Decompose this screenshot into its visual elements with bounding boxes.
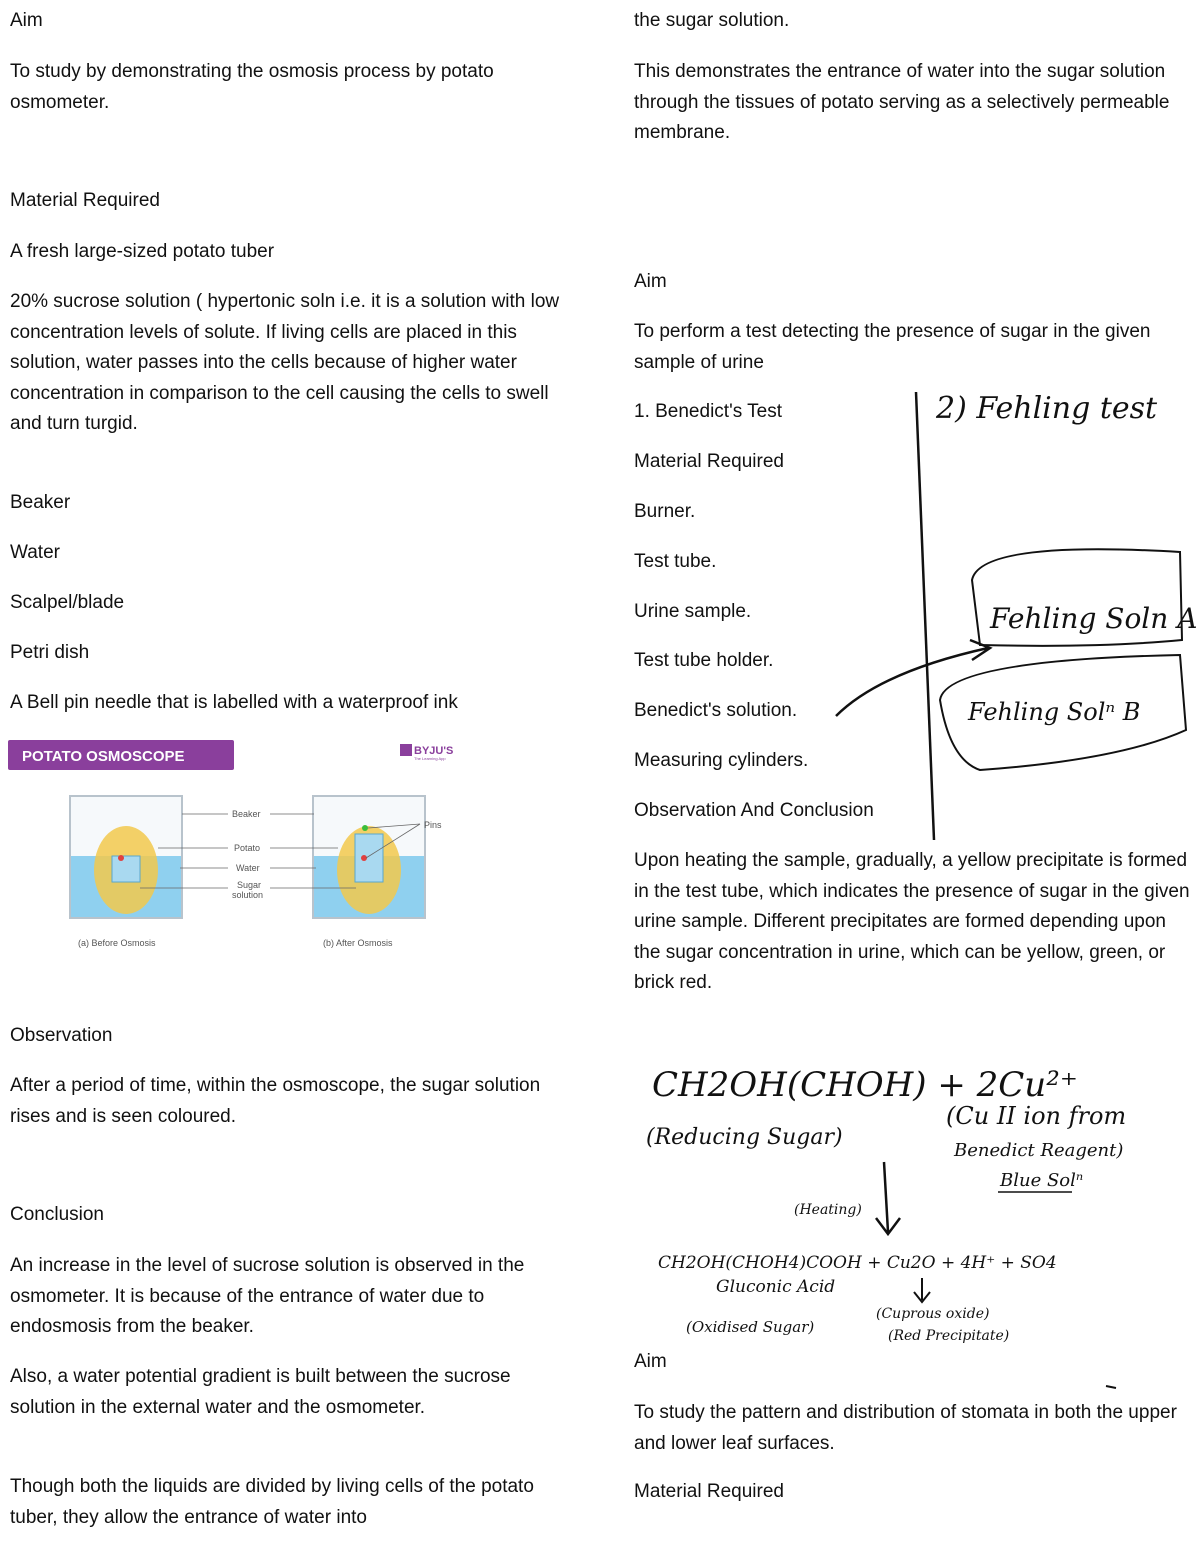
beaker-before [70,796,182,918]
material-item: A Bell pin needle that is labelled with a waterproof ink [10,692,458,713]
label-water: Water [236,863,260,873]
material-item: Beaker [10,492,71,513]
aim2-heading: Aim [634,271,667,292]
caption-before: (a) Before Osmosis [78,938,156,948]
material-item: Water [10,542,60,563]
hw-cu-ion: (Cu II ion from [946,1102,1127,1130]
aim-text: To study by demonstrating the osmosis process by potato osmometer. [10,61,494,113]
label-solution: solution [232,890,264,900]
beaker-after [313,796,425,918]
continued-text: the sugar solution. [634,10,790,31]
figure-title: POTATO OSMOSCOPE [22,748,185,765]
aim-heading: Aim [10,10,43,31]
hw-reducing-sugar: (Reducing Sugar) [646,1125,843,1150]
material2-item: Measuring cylinders. [634,750,809,771]
label-potato: Potato [234,843,261,853]
hw-equation-products: CH2OH(CHOH4)COOH + Cu2O + 4H⁺ + SO4 [658,1253,1057,1273]
potato-osmoscope-figure [8,738,468,958]
conclusion-text: Though both the liquids are divided by living cells of the potato tuber, they allow the entrance of water into [10,1476,534,1528]
obs-text: Upon heating the sample, gradually, a yellow precipitate is formed in the test tube, which indicates the presence of sugar in the given urine sample. Different precipitates are formed depending upon the sugar concentration in urine, which can be yellow, green, or brick red. [634,850,1190,993]
label-pins: Pins [424,820,442,830]
down-arrow-icon [876,1162,900,1234]
aim3-heading: Aim [634,1351,667,1372]
material2-item: Test tube holder. [634,650,774,671]
conclusion-text: Also, a water potential gradient is built between the sucrose solution in the external water and the osmometer. [10,1366,511,1418]
hw-blue-solution: Blue Solⁿ [1000,1170,1084,1191]
material-heading: Material Required [10,190,160,211]
hw-equation-reactant: CH2OH(CHOH) + 2Cu²⁺ [652,1065,1078,1105]
hw-fehling-a: Fehling Soln A [990,602,1198,635]
material2-heading: Material Required [634,451,784,472]
observation-heading: Observation [10,1025,113,1046]
aim2-text: To perform a test detecting the presence of sugar in the given sample of urine [634,321,1151,373]
observation-text: After a period of time, within the osmoscope, the sugar solution rises and is seen coloured. [10,1075,541,1127]
conclusion-heading: Conclusion [10,1204,104,1225]
demo-text: This demonstrates the entrance of water into the sugar solution through the tissues of potato serving as a selectively permeable membrane. [634,61,1170,143]
material3-heading: Material Required [634,1481,784,1502]
hw-fehling-test: 2) Fehling test [936,391,1158,426]
material2-item: Burner. [634,501,696,522]
aim3-text: To study the pattern and distribution of stomata in both the upper and lower leaf surfaces. [634,1402,1177,1454]
conclusion-text: An increase in the level of sucrose solution is observed in the osmometer. It is because of the entrance of water due to endosmosis from the beaker. [10,1255,525,1337]
hw-benedict-reagent: Benedict Reagent) [954,1140,1124,1161]
test-heading: 1. Benedict's Test [634,401,782,422]
label-sugar: Sugar [237,880,262,890]
hw-fehling-b: Fehling Solⁿ B [968,698,1141,726]
hw-red-precipitate: (Red Precipitate) [888,1328,1010,1344]
material-item: Petri dish [10,642,90,663]
hw-oxidised-sugar: (Oxidised Sugar) [686,1318,815,1336]
material2-item: Benedict's solution. [634,700,798,721]
obs-heading: Observation And Conclusion [634,800,874,821]
byjus-logo-icon [400,744,412,756]
hw-gluconic-acid: Gluconic Acid [716,1277,836,1297]
label-beaker: Beaker [232,809,261,819]
byjus-brand: BYJU'S [414,745,454,757]
hw-heating: (Heating) [794,1202,862,1218]
material2-item: Test tube. [634,551,717,572]
hw-cuprous-oxide: (Cuprous oxide) [876,1306,990,1322]
byjus-tagline: The Learning App [414,756,446,761]
material-item: Scalpel/blade [10,592,125,613]
material2-item: Urine sample. [634,601,752,622]
caption-after: (b) After Osmosis [323,938,393,948]
stray-mark [1106,1386,1116,1388]
down-arrow-small-icon [914,1278,930,1302]
material-item: 20% sucrose solution ( hypertonic soln i.e. it is a solution with low concentration levels of solute. If living cells are placed in this solution, water passes into the cells because of higher water concentration in comparison to the cell causing the cells to swell and turn turgid. [10,291,560,434]
material-item: A fresh large-sized potato tuber [10,241,275,262]
